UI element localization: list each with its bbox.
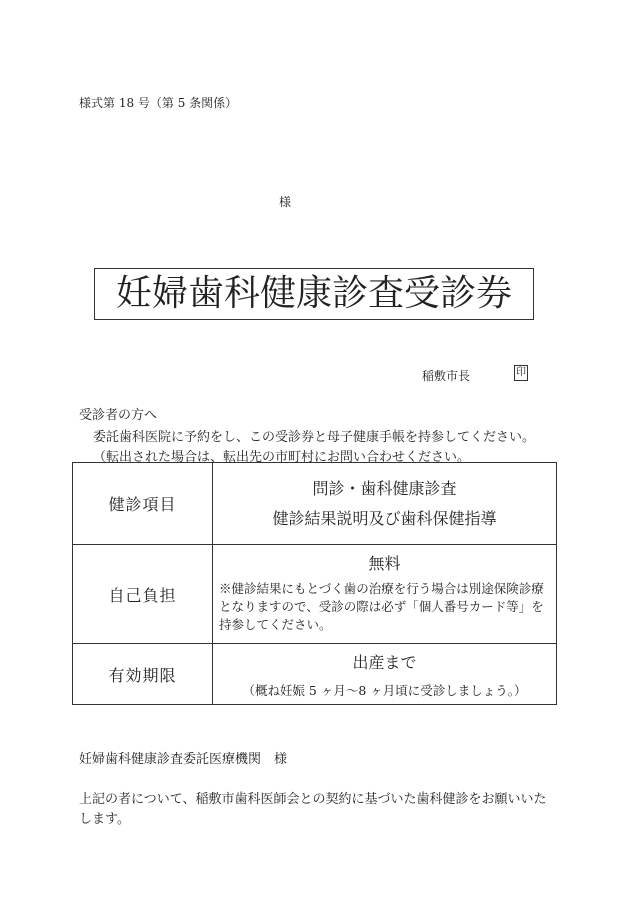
issuer-label: 稲敷市長 [422, 369, 471, 383]
notice-line-1: 委託歯科医院に予約をし、この受診券と母子健康手帳を持参してください。 [93, 430, 536, 445]
document-title: 妊婦歯科健康診査受診券 [94, 268, 534, 320]
cost-note: ※健診結果にもとづく歯の治療を行う場合は別途保険診療となりますので、受診の際は必ず「個人番号カード等」を持参してください。 [219, 580, 544, 632]
table-row-validity [73, 644, 557, 705]
addressee: 妊婦歯科健康診査委託医療機関 様 [79, 752, 288, 767]
row-label-exam-items: 健診項目 [73, 463, 213, 545]
seal-stamp-box: 印 [514, 365, 528, 381]
exam-items-cell [213, 463, 557, 545]
exam-item-1: 問診・歯科健康診査 [312, 478, 457, 498]
validity-value: 出産まで [352, 652, 417, 672]
notice-heading: 受診者の方へ [79, 408, 158, 423]
exam-item-2: 健診結果説明及び歯科保健指導 [272, 508, 497, 528]
validity-note: （概ね妊娠 5 ヶ月〜8 ヶ月頃に受診しましょう。） [242, 682, 527, 698]
table-row-exam-items [73, 463, 557, 545]
notice-line-2: （転出された場合は、転出先の市町村にお問い合わせください。 [93, 450, 471, 465]
row-label-validity: 有効期限 [73, 644, 213, 705]
cost-value: 無料 [368, 553, 401, 573]
cost-cell [213, 545, 557, 644]
form-number: 様式第 18 号（第 5 条関係） [79, 96, 238, 110]
closing-request: 上記の者について、稲敷市歯科医師会との契約に基づいた歯科健診をお願いいたします。 [79, 792, 547, 827]
recipient-suffix: 様 [279, 195, 292, 209]
table-row-cost [73, 545, 557, 644]
row-label-cost: 自己負担 [73, 545, 213, 644]
validity-cell [213, 644, 557, 705]
exam-info-table [72, 462, 557, 705]
